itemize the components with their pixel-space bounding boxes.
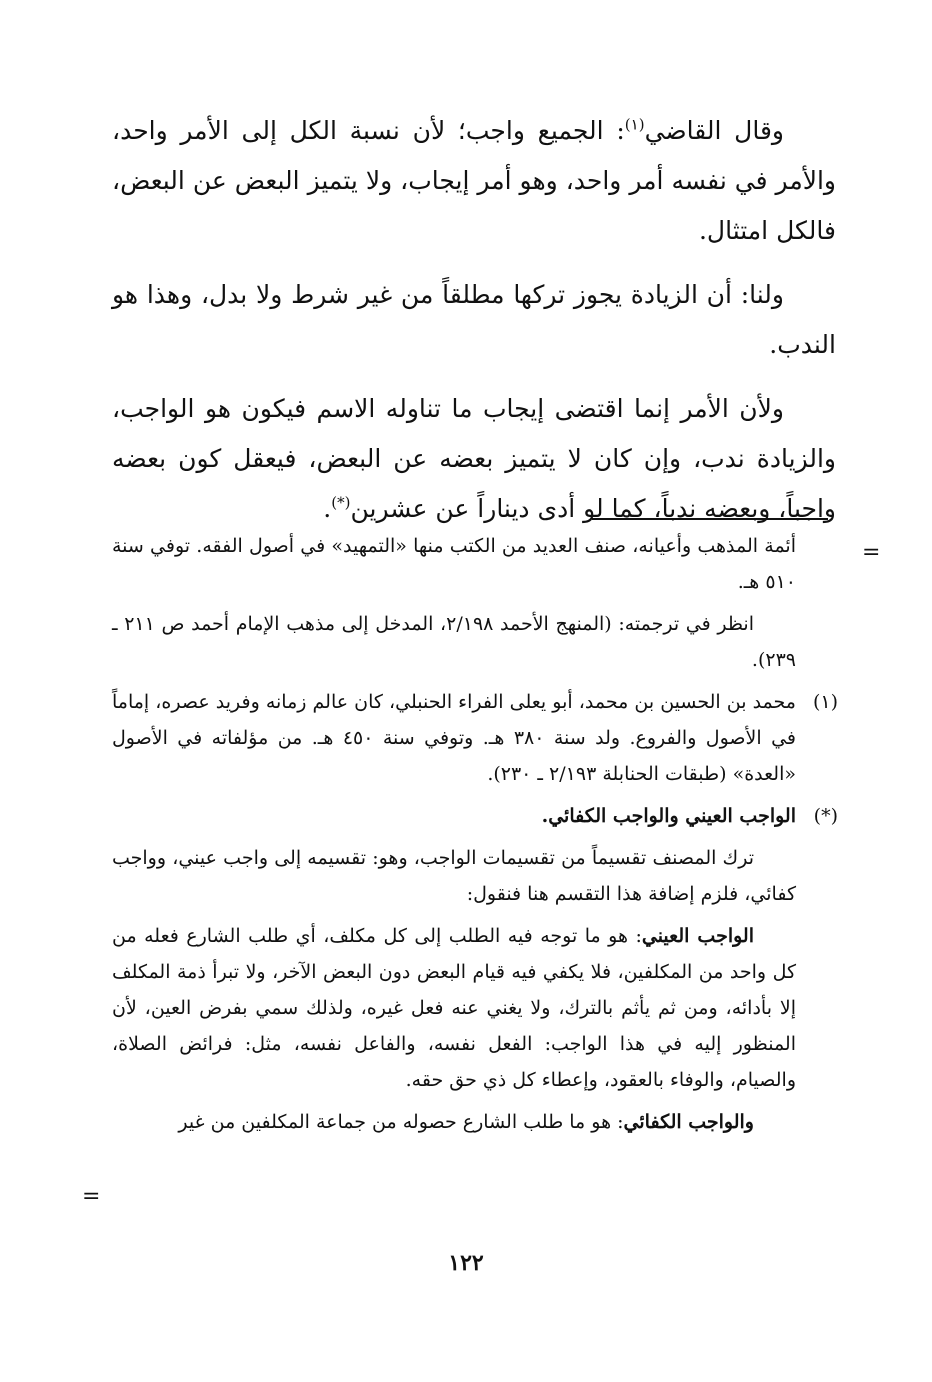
footnote-ref-star: (*) <box>331 493 351 512</box>
page-number: ١٢٢ <box>448 1250 484 1276</box>
footnote-continued-2: انظر في ترجمته: (المنهج الأحمد ٢/١٩٨، المدخل إلى مذهب الإمام أحمد ص ٢١١ ـ ٢٣٩). <box>112 613 796 671</box>
paragraph-1: وقال القاضي$^{(١)}$: الجميع واجب؛ لأن نسبة الكل إلى الأمر واحد، والأمر في نفسه أمر واحد، وهو أمر إيجاب، ولا يتميز البعض عن البعض، فالكل امتثال. <box>112 115 836 245</box>
term-ayni: الواجب العيني <box>641 925 754 947</box>
term-kifai: والواجب الكفائي <box>623 1111 754 1133</box>
footnote-continued-1: أئمة المذهب وأعيانه، صنف العديد من الكتب منها «التمهيد» في أصول الفقه. توفي سنة ٥١٠ هـ. <box>112 535 796 593</box>
footnotes <box>112 528 838 1146</box>
footnote-1: (١) محمد بن الحسين بن محمد، أبو يعلى الفراء الحنبلي، كان عالم زمانه وفريد عصره، إماماً في الأصول والفروع. ولد سنة ٣٨٠ هـ. وتوفي سنة ٤٥٠ هـ. من مؤلفاته في الأصول «العدة» (طبقات الحنابلة ٢/١٩٣ ـ ٢٣٠). <box>112 684 838 792</box>
footnote-number-1: (١) <box>812 691 838 713</box>
footnote-ref-1: (١) <box>624 115 645 134</box>
footnote-star <box>112 798 838 834</box>
footnote-kifai: والواجب الكفائي: هو ما طلب الشارع حصوله من جماعة المكلفين من غير <box>178 1111 754 1133</box>
footnote-separator <box>592 518 828 520</box>
footnote-heading: الواجب العيني والواجب الكفائي. <box>541 805 796 827</box>
footnote-number-star: (*) <box>813 805 838 827</box>
main-text <box>112 106 836 548</box>
paragraph-2: ولنا: أن الزيادة يجوز تركها مطلقاً من غير شرط ولا بدل، وهذا هو الندب. <box>112 280 836 359</box>
continuation-mark: = <box>862 540 881 565</box>
paragraph-3: ولأن الأمر إنما اقتضى إيجاب ما تناوله الاسم فيكون هو الواجب، والزيادة ندب، وإن كان لا يتميز بعضه عن البعض، فيعقل كون بعضه واجباً، وبعضه ندباً، كما لو أدى ديناراً عن عشرين(*). <box>112 394 836 523</box>
footnote-ayni: الواجب العيني: هو ما توجه فيه الطلب إلى كل مكلف، أي طلب الشارع فعله من كل واحد من المكلفين، فلا يكفي فيه قيام البعض دون البعض الآخر، ولا تبرأ ذمة المكلف إلا بأدائه، ومن ثم يأثم بالترك، ولا يغني عنه فعل غيره، ولذلك سمي بفرض العين، لأن المنظور إليه في هذا الواجب: الفعل نفسه، والفاعل نفسه، مثل: فرائض الصلاة، والصيام، والوفاء بالعقود، وإعطاء كل ذي حق حقه. <box>112 925 796 1091</box>
footnote-star-intro: ترك المصنف تقسيماً من تقسيمات الواجب، وهو: تقسيمه إلى واجب عيني، وواجب كفائي، فلزم إضافة هذا التقسم هنا فنقول: <box>112 847 796 905</box>
continued-mark: = <box>82 1184 101 1209</box>
